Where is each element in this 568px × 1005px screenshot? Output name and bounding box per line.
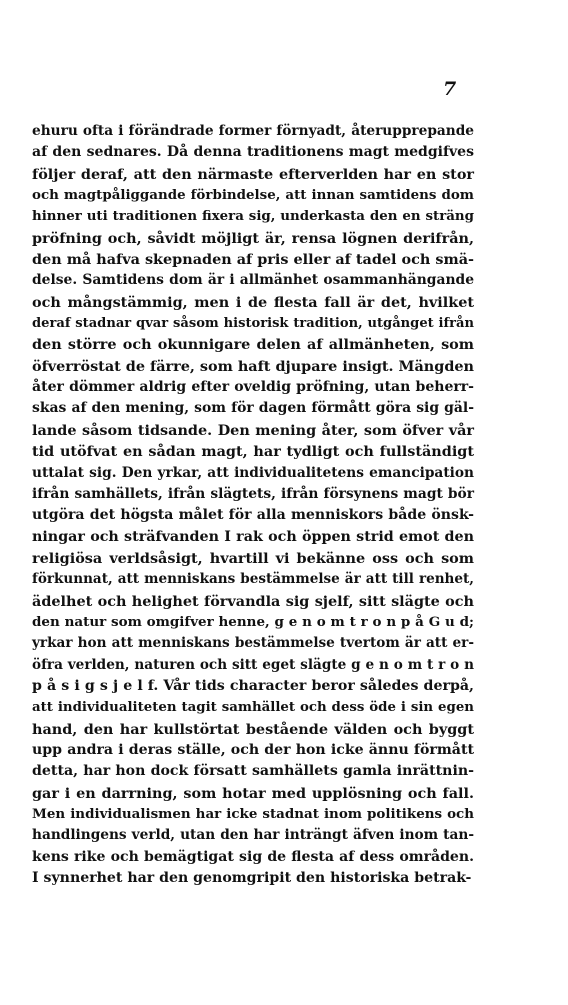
text-line: ädelhet och helighet förvandla sig sjelf, sitt slägte och	[32, 592, 474, 610]
text-line: ifrån samhällets, ifrån slägtets, ifrån försynens magt bör	[32, 485, 474, 502]
text-line: att individualiteten tagit samhället och dess öde i sin egen	[32, 699, 474, 716]
text-line: lande såsom tidsande. Den mening åter, som öfver vår	[32, 421, 474, 439]
text-line: hinner uti traditionen fixera sig, underkasta den en sträng	[32, 208, 474, 225]
text-line: och mångstämmig, men i de flesta fall är det, hvilket	[32, 293, 474, 311]
text-line: religiösa verldsåsigt, hvartill vi bekänne oss och som	[32, 549, 474, 567]
text-line: utgöra det högsta målet för alla menniskors både önsk-	[32, 507, 474, 524]
page-number: 7	[443, 78, 457, 100]
text-line: förkunnat, att menniskans bestämmelse är att till renhet,	[32, 571, 474, 588]
text-line: tid utöfvat en sådan magt, har tydligt och fullständigt	[32, 443, 474, 461]
text-line: delse. Samtidens dom är i allmänhet osammanhängande	[32, 272, 474, 289]
text-line: följer deraf, att den närmaste efterverlden har en stor	[32, 165, 474, 183]
text-line: öfra verlden, naturen och sitt eget slägte g e n o m t r o n	[32, 656, 474, 673]
text-line: kens rike och bemägtigat sig de flesta af dess områden.	[32, 848, 474, 865]
text-line: och magtpåliggande förbindelse, att innan samtidens dom	[32, 187, 474, 204]
text-line: åter dömmer aldrig efter oveldig pröfning, utan beherr-	[32, 379, 474, 396]
text-line: öfverröstat de färre, som haft djupare insigt. Mängden	[32, 357, 475, 375]
text-line: upp andra i deras ställe, och der hon icke ännu förmått	[32, 741, 474, 758]
text-line: pröfning och, såvidt möjligt är, rensa lögnen derifrån,	[32, 229, 474, 247]
text-line: p å s i g s j e l f. Vår tids character beror således derpå,	[32, 677, 474, 694]
text-line: gar i en darrning, som hotar med upplösning och fall.	[32, 784, 474, 802]
text-line: Men individualismen har icke stadnat inom politikens och	[32, 806, 474, 822]
text-line: yrkar hon att menniskans bestämmelse tvertom är att er-	[32, 635, 474, 652]
text-line: handlingens verld, utan den har inträngt äfven inom tan-	[32, 827, 474, 844]
text-line: uttalat sig. Den yrkar, att individualitetens emancipation	[32, 464, 474, 481]
text-line: den natur som omgifver henne, g e n o m t r o n p å G u d;	[32, 613, 474, 630]
text-line: deraf stadnar qvar såsom historisk tradition, utgånget ifrån	[32, 316, 474, 332]
text-line: skas af den mening, som för dagen förmått göra sig gäl-	[32, 400, 474, 417]
text-line: ningar och sträfvanden I rak och öppen strid emot den	[32, 528, 474, 545]
text-line: den större och okunnigare delen af allmänheten, som	[32, 336, 474, 354]
text-line: ehuru ofta i förändrade former förnyadt, återupprepande	[32, 123, 474, 139]
text-line: detta, har hon dock försatt samhällets gamla inrättnin-	[32, 763, 474, 780]
text-line: den må hafva skepnaden af pris eller af tadel och smä-	[32, 251, 474, 269]
body-text	[32, 121, 474, 889]
text-line: hand, den har kullstörtat bestående välden och byggt	[32, 720, 474, 738]
text-line: I synnerhet har den genomgripit den historiska betrak-	[32, 870, 472, 887]
text-line: af den sednares. Då denna traditionens magt medgifves	[32, 144, 474, 161]
